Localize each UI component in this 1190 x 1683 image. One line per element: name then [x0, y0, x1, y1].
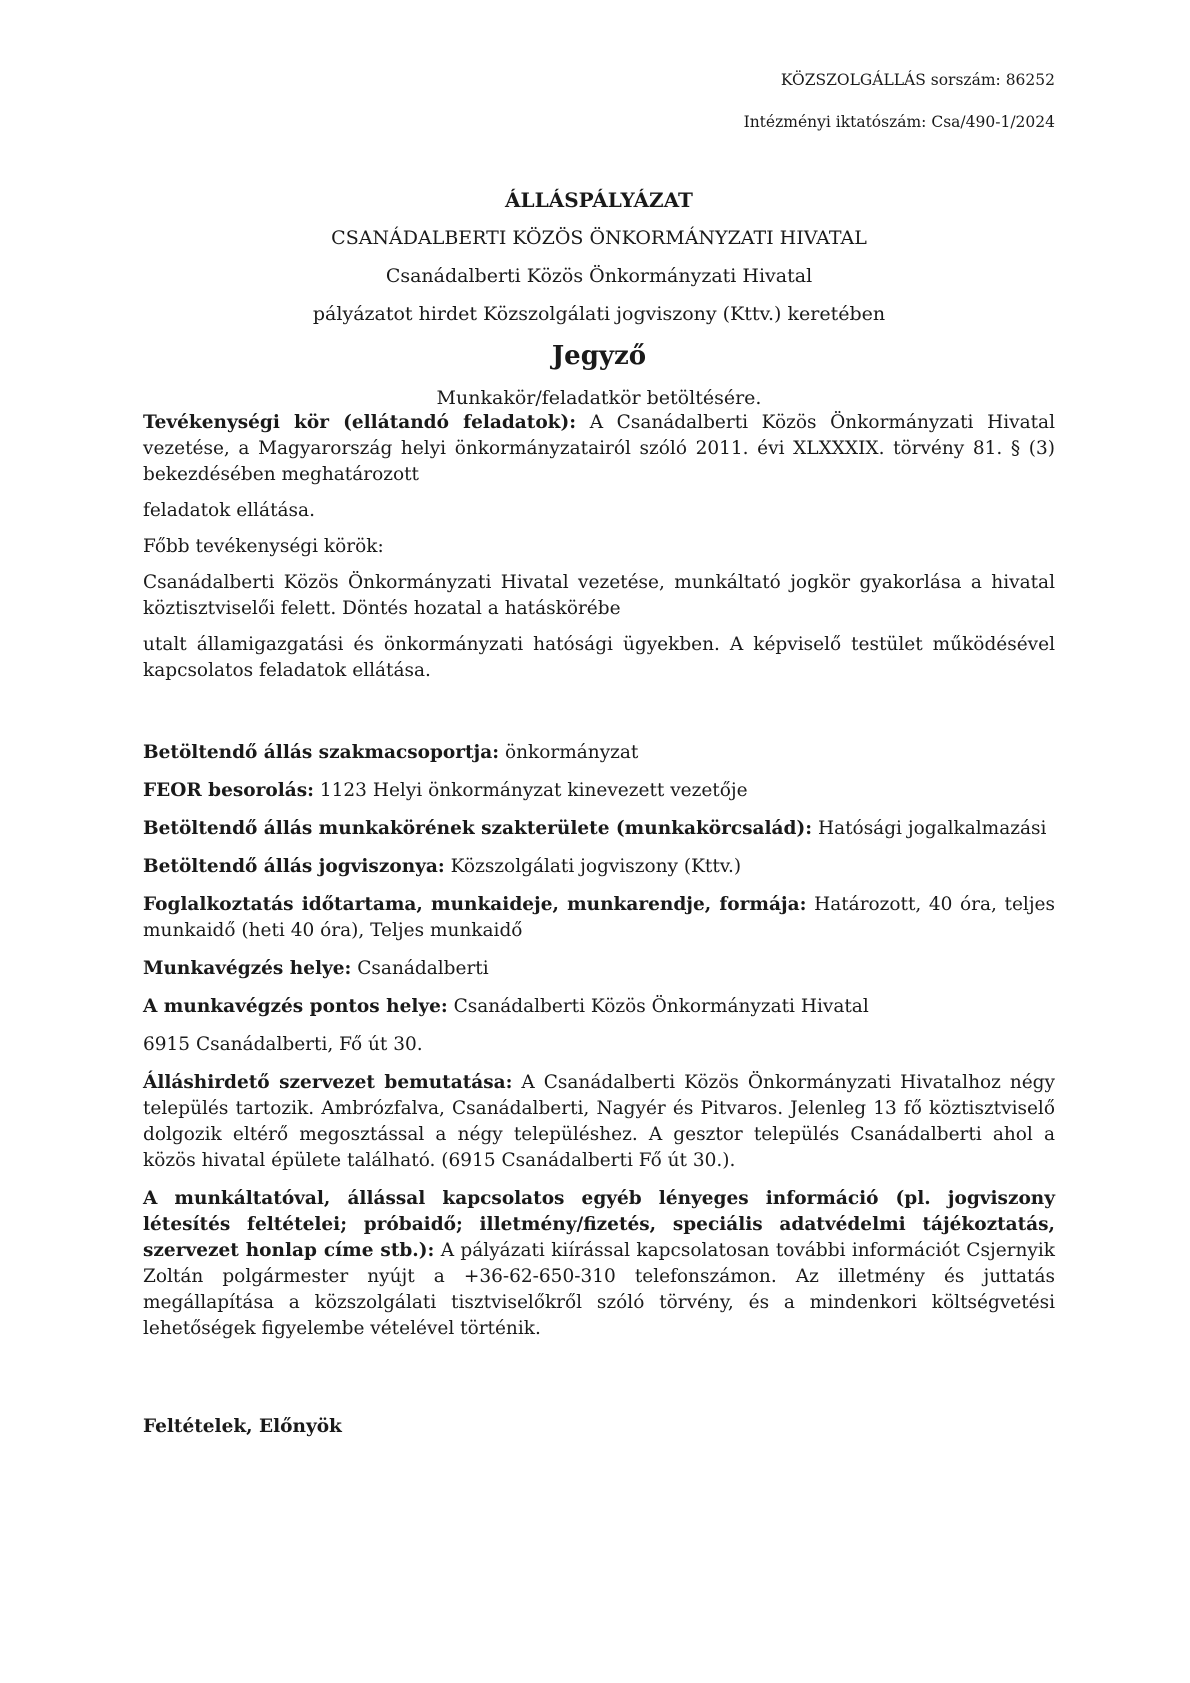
serial-value: 86252: [1005, 71, 1055, 89]
workplace-address: 6915 Csanádalberti, Fő út 30.: [143, 1034, 423, 1055]
main-activities-label: Főbb tevékenységi körök:: [143, 536, 384, 557]
field-professional-group: [143, 740, 1055, 766]
activity-text: A Csanádalberti Közös Önkormányzati Hivatal vezetése, a Magyarország helyi önkormányzatairól szóló 2011. évi XLXXXIX. törvény 81. § (3) bekezdésében meghatározott: [143, 412, 1056, 485]
field-label: Foglalkoztatás időtartama, munkaideje, munkarendje, formája:: [143, 894, 807, 915]
field-value: Csanádalberti Közös Önkormányzati Hivatal: [453, 996, 869, 1017]
field-label: FEOR besorolás:: [143, 780, 314, 801]
field-value: Hatósági jogalkalmazási: [817, 818, 1047, 839]
filing-label: Intézményi iktatószám:: [743, 113, 927, 131]
field-value: A pályázati kiírással kapcsolatosan további információt Csjernyik Zoltán polgármester nyújt a +36-62-650-310 telefonszámon. Az illetmény és juttatás megállapítása a közszolgálati tisztviselőkről szóló törvény, és a mindenkori költségvetési lehetőségek figyelembe vételével történik.: [143, 1240, 1055, 1339]
filing-number-line: [143, 112, 1055, 132]
field-value: Határozott, 40 óra, teljes munkaidő (heti 40 óra), Teljes munkaidő: [143, 894, 1056, 941]
announcement-purpose: Munkakör/feladatkör betöltésére.: [436, 387, 762, 409]
field-exact-workplace: [143, 994, 1055, 1020]
field-label: Munkavégzés helye:: [143, 958, 352, 979]
field-value: önkormányzat: [504, 742, 639, 763]
field-workplace: [143, 956, 1055, 982]
field-value: Csanádalberti: [357, 958, 489, 979]
field-label: Betöltendő állás szakmacsoportja:: [143, 742, 500, 763]
field-label: Betöltendő állás jogviszonya:: [143, 856, 445, 877]
document-page: [143, 0, 1055, 1440]
serial-number-line: [143, 70, 1055, 90]
field-label: Betöltendő állás munkakörének szakterülete (munkakörcsalád):: [143, 818, 813, 839]
field-legal-relationship: [143, 854, 1055, 880]
activity-paragraph: [143, 410, 1055, 488]
announcement-intro: pályázatot hirdet Közszolgálati jogviszony (Kttv.) keretében: [312, 303, 886, 325]
field-job-area: [143, 816, 1055, 842]
field-employment: [143, 892, 1055, 944]
field-value: A Csanádalberti Közös Önkormányzati Hivatalhoz négy település tartozik. Ambrózfalva, Csanádalberti, Nagyér és Pitvaros. Jelenleg 13 fő köztisztviselő dolgozik eltérő megosztással a négy településhez. A gesztor település Csanádalberti ahol a közös hivatal épülete található. (6915 Csanádalberti Fő út 30.).: [143, 1072, 1055, 1171]
main-activities-text-1: Csanádalberti Közös Önkormányzati Hivatal vezetése, munkáltató jogkör gyakorlása a hivatal köztisztviselői felett. Döntés hozatal a hatáskörébe: [143, 572, 1055, 619]
field-value: 1123 Helyi önkormányzat kinevezett vezetője: [319, 780, 748, 801]
field-value: Közszolgálati jogviszony (Kttv.): [450, 856, 742, 877]
field-organization-intro: [143, 1070, 1055, 1174]
organization-name-upper: CSANÁDALBERTI KÖZÖS ÖNKORMÁNYZATI HIVATAL: [331, 227, 867, 249]
field-feor: [143, 778, 1055, 804]
activity-label: Tevékenységi kör (ellátandó feladatok):: [143, 412, 577, 433]
main-activities-text-2: utalt államigazgatási és önkormányzati hatósági ügyekben. A képviselő testület működésével kapcsolatos feladatok ellátása.: [143, 634, 1055, 681]
activity-continuation: feladatok ellátása.: [143, 500, 315, 521]
organization-name: Csanádalberti Közös Önkormányzati Hivatal: [385, 265, 813, 287]
serial-label: KÖZSZOLGÁLLÁS sorszám:: [780, 71, 1001, 89]
conditions-heading: Feltételek, Előnyök: [143, 1416, 342, 1437]
field-label: A munkavégzés pontos helye:: [143, 996, 448, 1017]
field-other-info: [143, 1186, 1055, 1342]
announcement-body: [143, 410, 1055, 1440]
field-label: A munkáltatóval, állással kapcsolatos egyéb lényeges információ (pl. jogviszony létesítés feltételei; próbaidő; illetmény/fizetés, speciális adatvédelmi tájékoztatás, szervezet honlap címe stb.):: [143, 1188, 1055, 1261]
position-title: Jegyző: [551, 341, 647, 371]
filing-value: Csa/490-1/2024: [931, 113, 1055, 131]
field-label: Álláshirdető szervezet bemutatása:: [143, 1072, 513, 1093]
document-title: ÁLLÁSPÁLYÁZAT: [505, 188, 693, 212]
